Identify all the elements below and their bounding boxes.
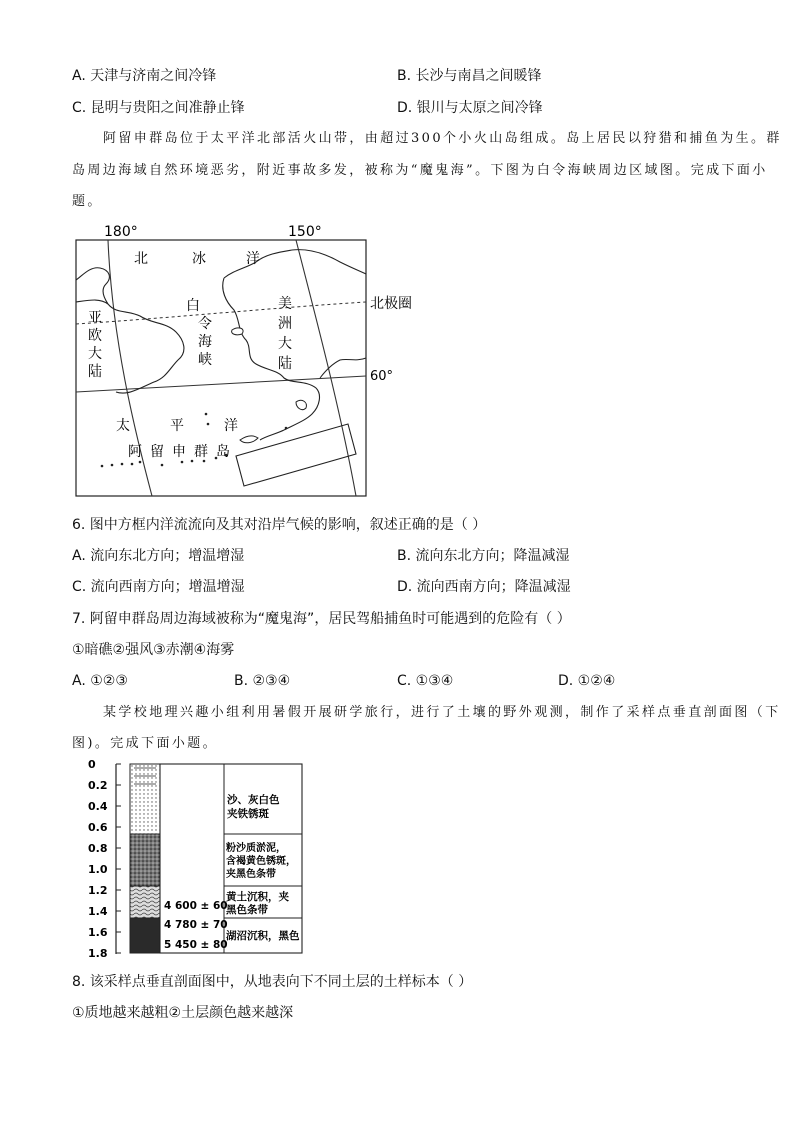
q7-option-c: C. ①③④ xyxy=(397,673,454,689)
eurasia-char-4: 陆 xyxy=(88,364,102,380)
q5-option-b: B. 长沙与南昌之间暖锋 xyxy=(397,68,542,84)
q6-option-a: A. 流向东北方向；增温增湿 xyxy=(72,548,245,564)
layer-sand xyxy=(130,764,160,834)
soil-profile-diagram xyxy=(86,756,308,962)
layer2-line2: 含褐黄色锈斑， xyxy=(226,856,296,867)
date-2: 4 780 ± 70 xyxy=(164,919,228,931)
q8-stem: 8. 该采样点垂直剖面图中，从地表向下不同土层的土样标本（ ） xyxy=(72,974,473,990)
bering-char-1: 白 xyxy=(186,298,200,314)
depth-tick-0: 0 xyxy=(88,758,96,771)
depth-tick-8: 1.6 xyxy=(88,926,108,939)
america-char-1: 美 xyxy=(278,296,292,312)
passage2-line2: 图)。完成下面小题。 xyxy=(72,736,219,751)
label-180: 180° xyxy=(104,224,138,240)
q7-items: ①暗礁②强风③赤潮④海雾 xyxy=(72,642,235,658)
america-char-3: 大 xyxy=(278,336,292,352)
eurasia-char-3: 大 xyxy=(88,346,102,362)
aleutian-char-1: 阿 xyxy=(128,444,142,460)
passage2-line1: 某学校地理兴趣小组利用暑假开展研学旅行，进行了土壤的野外观测，制作了采样点垂直剖面图（下 xyxy=(103,705,781,720)
q5-option-d: D. 银川与太原之间冷锋 xyxy=(397,100,543,116)
q8-items: ①质地越来越粗②土层颜色越来越深 xyxy=(72,1005,294,1021)
passage1-line2: 岛周边海域自然环境恶劣，附近事故多发，被称为“魔鬼海”。下图为白令海峡周边区域图。完成下面小 xyxy=(72,163,768,178)
layer-loess xyxy=(130,886,160,918)
q7-option-d: D. ①②④ xyxy=(558,673,616,689)
aleutian-char-4: 群 xyxy=(194,444,208,460)
layer-silt xyxy=(130,834,160,886)
arctic-char-3: 洋 xyxy=(246,251,260,267)
layer-lake xyxy=(130,918,160,953)
layer1-line1: 沙、灰白色 xyxy=(227,794,280,806)
layer1-line2: 夹铁锈斑 xyxy=(227,808,269,820)
layer3-line2: 黑色条带 xyxy=(226,904,268,916)
depth-tick-7: 1.4 xyxy=(88,905,108,918)
passage1-line3: 题。 xyxy=(72,194,103,209)
eurasia-char-1: 亚 xyxy=(88,310,102,326)
depth-tick-6: 1.2 xyxy=(88,884,108,897)
label-150: 150° xyxy=(288,224,322,240)
depth-tick-5: 1.0 xyxy=(88,863,108,876)
eurasia-char-2: 欧 xyxy=(88,328,102,344)
aleutian-char-3: 申 xyxy=(172,444,186,460)
date-3: 5 450 ± 80 xyxy=(164,939,228,951)
q6-option-b: B. 流向东北方向；降温减湿 xyxy=(397,548,570,564)
q5-option-a: A. 天津与济南之间冷锋 xyxy=(72,68,217,84)
depth-tick-1: 0.2 xyxy=(88,779,108,792)
bering-char-2: 令 xyxy=(198,316,212,332)
q5-option-c: C. 昆明与贵阳之间准静止锋 xyxy=(72,100,245,116)
layer3-line1: 黄土沉积，夹 xyxy=(226,891,289,903)
america-char-2: 洲 xyxy=(278,316,292,332)
bering-char-3: 海 xyxy=(198,334,212,350)
bering-strait-map xyxy=(70,218,430,500)
q7-option-b: B. ②③④ xyxy=(234,673,291,689)
aleutian-char-2: 留 xyxy=(150,444,164,460)
label-60: 60° xyxy=(370,369,394,384)
date-1: 4 600 ± 60 xyxy=(164,900,228,912)
label-arctic-circle: 北极圈 xyxy=(370,296,412,312)
depth-tick-4: 0.8 xyxy=(88,842,108,855)
pacific-char-2: 平 xyxy=(170,418,184,434)
aleutian-char-5: 岛 xyxy=(216,444,230,460)
layer2-line1: 粉沙质淤泥， xyxy=(226,843,286,854)
q6-option-d: D. 流向西南方向；降温减湿 xyxy=(397,579,571,595)
layer4-line1: 湖沼沉积，黑色 xyxy=(226,930,300,942)
depth-axis xyxy=(116,764,121,953)
pacific-char-3: 洋 xyxy=(224,418,238,434)
america-char-4: 陆 xyxy=(278,356,292,372)
arctic-char-2: 冰 xyxy=(192,251,206,267)
pacific-char-1: 太 xyxy=(116,418,130,434)
q7-stem: 7. 阿留申群岛周边海域被称为“魔鬼海”，居民驾船捕鱼时可能遇到的危险有（ ） xyxy=(72,611,571,627)
layer2-line3: 夹黑色条带 xyxy=(226,869,276,880)
q6-option-c: C. 流向西南方向；增温增湿 xyxy=(72,579,245,595)
depth-tick-3: 0.6 xyxy=(88,821,108,834)
arctic-char-1: 北 xyxy=(134,251,148,267)
depth-tick-2: 0.4 xyxy=(88,800,108,813)
q6-stem: 6. 图中方框内洋流流向及其对沿岸气候的影响，叙述正确的是（ ） xyxy=(72,517,487,533)
depth-tick-9: 1.8 xyxy=(88,947,108,960)
passage1-line1: 阿留申群岛位于太平洋北部活火山带，由超过300个小火山岛组成。岛上居民以狩猎和捕鱼为生。群 xyxy=(103,131,782,146)
bering-char-4: 峡 xyxy=(198,352,212,368)
q7-option-a: A. ①②③ xyxy=(72,673,128,689)
